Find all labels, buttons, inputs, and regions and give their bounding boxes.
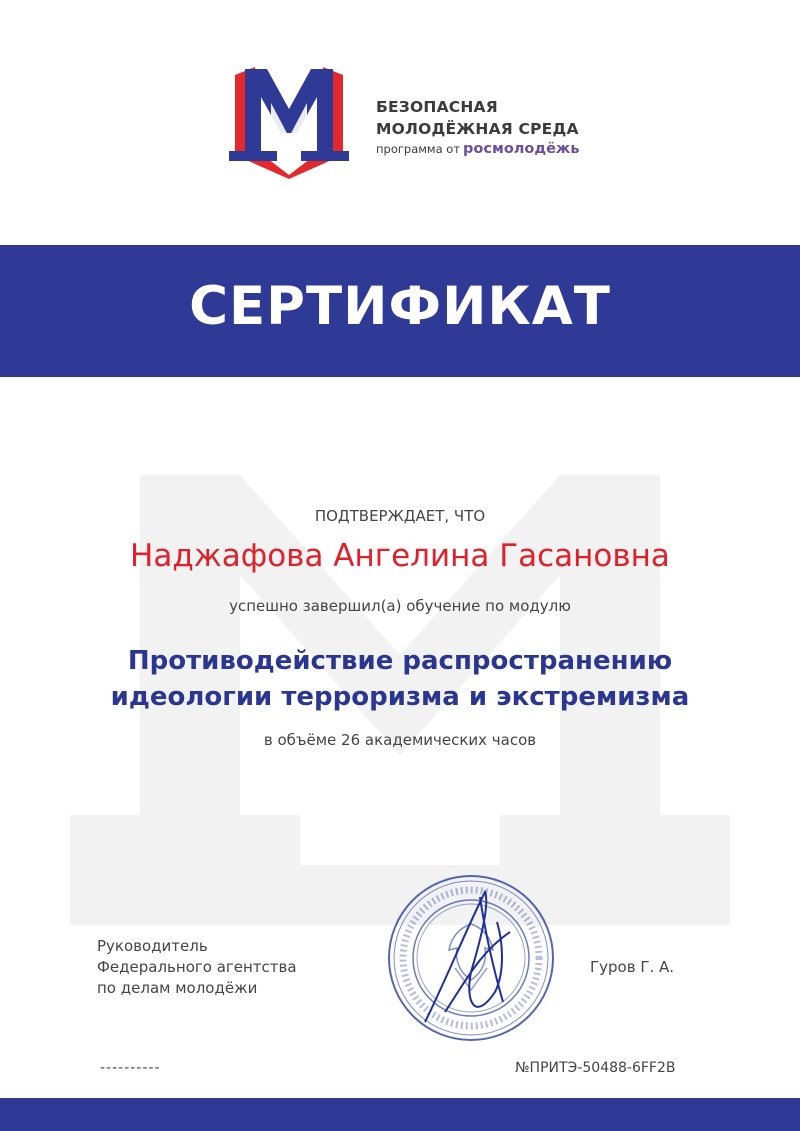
program-org: росмолодёжь: [463, 141, 580, 157]
official-seal: [385, 872, 557, 1044]
shield-m-logo: [227, 63, 351, 179]
brand-name-line2: МОЛОДЁЖНАЯ СРЕДА: [376, 120, 579, 138]
confirms-text: ПОДТВЕРЖДАЕТ, ЧТО: [314, 507, 486, 525]
role-line2: Федерального агентства: [97, 958, 297, 976]
module-title-line1: Противодействие распространению: [127, 646, 673, 676]
role-line1: Руководитель: [97, 937, 208, 955]
recipient-name: Наджафова Ангелина Гасановна: [130, 538, 670, 574]
certificate-number: №ПРИТЭ-50488-6FF2B: [515, 1060, 676, 1076]
signatory-role: [97, 936, 357, 999]
certificate-title: СЕРТИФИКАТ: [189, 276, 611, 337]
date-placeholder: ----------: [100, 1060, 161, 1076]
module-title-line2: идеологии терроризма и экстремизма: [110, 682, 690, 712]
signer-name: Гуров Г. А.: [590, 958, 675, 976]
bottom-band: [0, 1098, 800, 1131]
program-prefix: программа от: [376, 142, 461, 156]
completed-text: успешно завершил(а) обучение по модулю: [229, 597, 571, 615]
brand-program: [376, 141, 580, 157]
role-line3: по делам молодёжи: [97, 979, 258, 997]
hours-text: в объёме 26 академических часов: [263, 731, 537, 749]
brand-name-line1: БЕЗОПАСНАЯ: [376, 98, 498, 116]
module-title: [0, 643, 800, 715]
